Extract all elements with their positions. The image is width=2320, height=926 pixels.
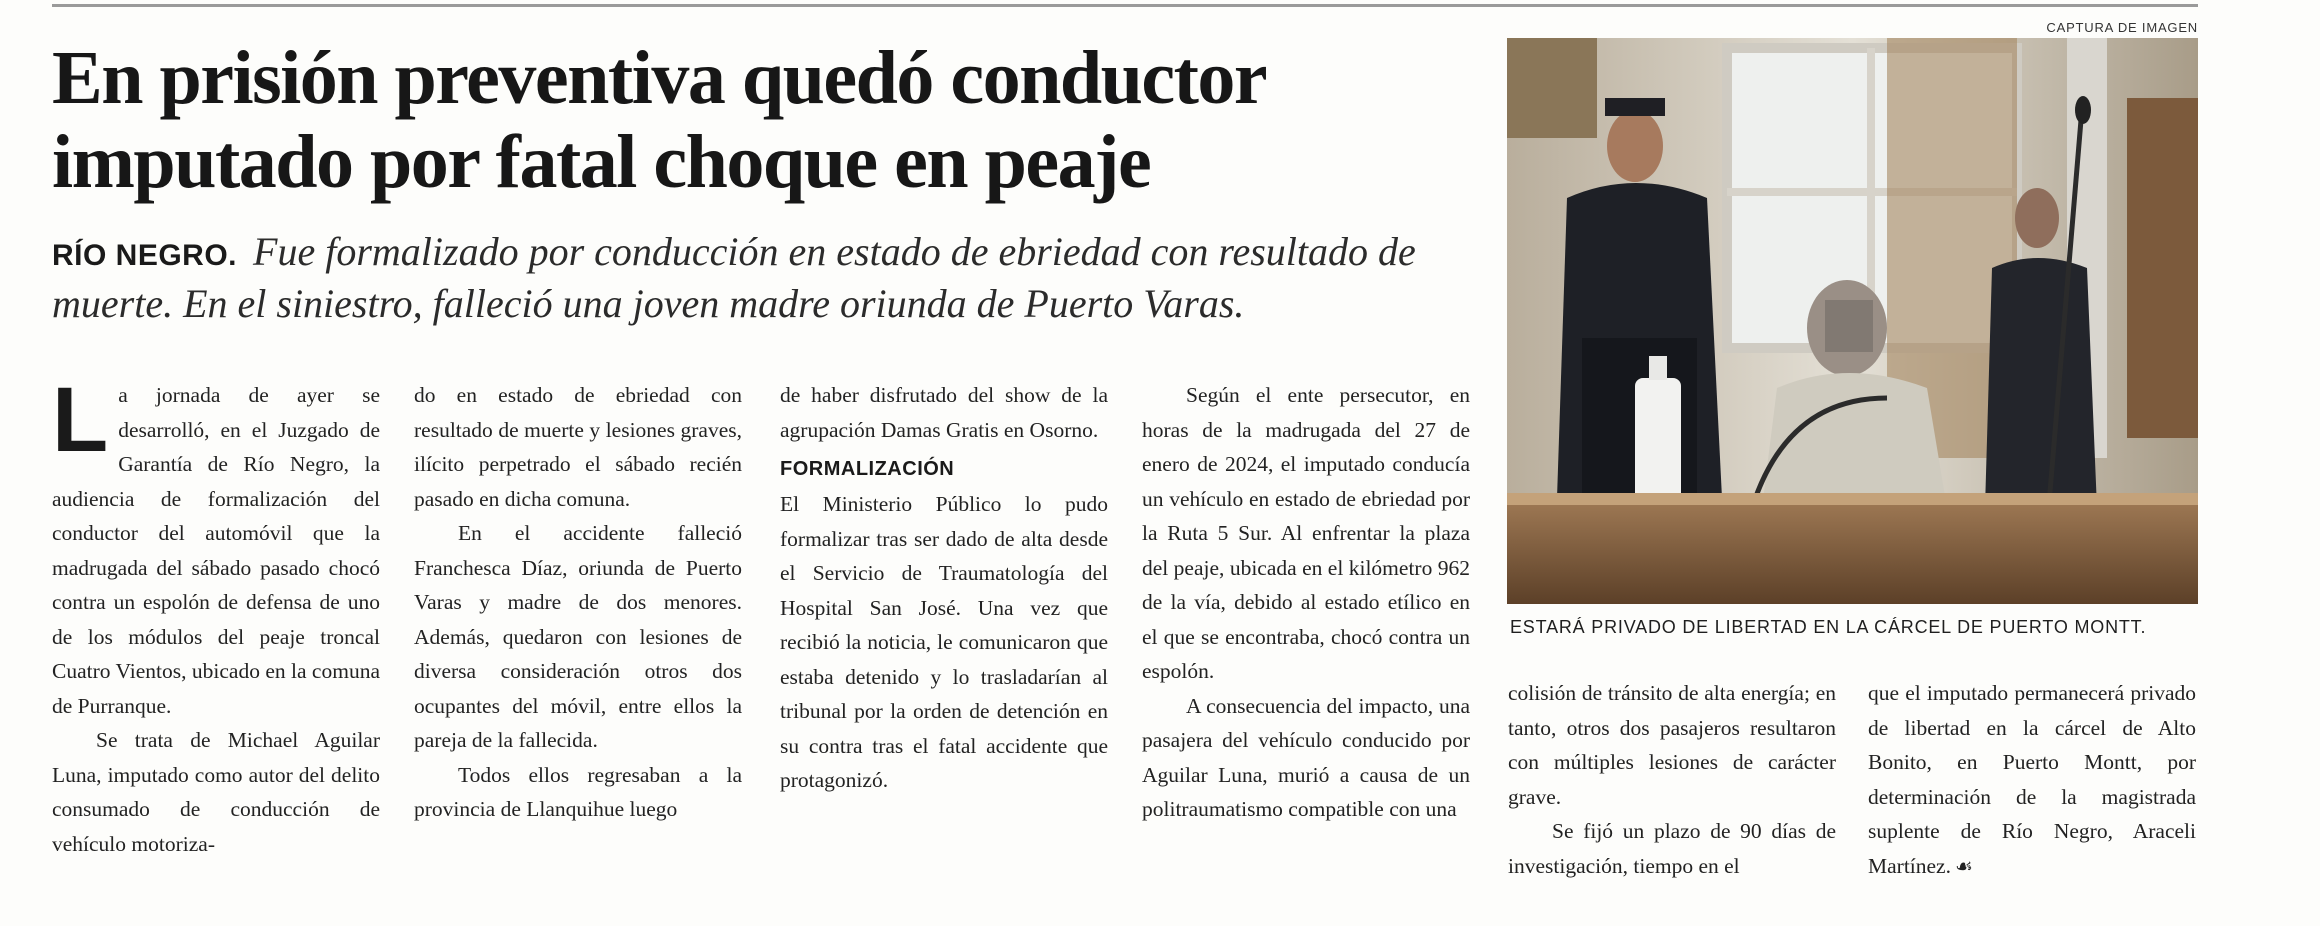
paragraph: Todos ellos regresaban a la provincia de Llanquihue luego	[414, 762, 742, 821]
dropcap: L	[52, 369, 109, 471]
photo-credit: CAPTURA DE IMAGEN	[2046, 20, 2198, 35]
paragraph-text: que el imputado permanecerá privado de libertad en la cárcel de Alto Bonito, en Puerto Montt, por determinación de la magistrada suplente de Río Negro, Araceli Martínez.	[1868, 681, 2196, 878]
paragraph: Según el ente persecutor, en horas de la madrugada del 27 de enero de 2024, el imputado conducía un vehículo en estado de ebriedad por la Ruta 5 Sur. Al enfrentar la plaza del peaje, ubicada en el kilómetro 962 de la vía, debido al estado etílico en el que se encontraba, chocó contra un espolón.	[1142, 383, 1470, 683]
subhead: FORMALIZACIÓN	[780, 458, 955, 480]
body-column-5	[1508, 676, 1836, 883]
paragraph-text: a jornada de ayer se desarrolló, en el Juzgado de Garantía de Río Negro, la audiencia de formalización del conductor del automóvil que la madrugada del sábado pasado chocó contra un espolón de defensa de uno de los módulos del peaje troncal Cuatro Vientos, ubicado en la comuna de Purranque.	[52, 383, 380, 718]
paragraph: A consecuencia del impacto, una pasajera del vehículo conducido por Aguilar Luna, murió a causa de un politraumatismo compatible con una	[1142, 693, 1470, 821]
body-column-6	[1868, 676, 2196, 884]
paragraph: de haber disfrutado del show de la agrupación Damas Gratis en Osorno.	[780, 383, 1108, 442]
body-column-4	[1142, 378, 1470, 827]
paragraph: Se trata de Michael Aguilar Luna, imputado como autor del delito consumado de conducción de vehículo motoriza-	[52, 728, 380, 856]
paragraph: Se fijó un plazo de 90 días de investigación, tiempo en el	[1508, 819, 1836, 878]
deck	[52, 228, 1482, 328]
photo-caption: ESTARÁ PRIVADO DE LIBERTAD EN LA CÁRCEL DE PUERTO MONTT.	[1510, 617, 2147, 637]
paragraph: do en estado de ebriedad con resultado de muerte y lesiones graves, ilícito perpetrado el sábado recién pasado en dicha comuna.	[414, 383, 742, 511]
body-column-3	[780, 378, 1108, 798]
top-rule	[52, 4, 2198, 7]
paragraph	[52, 369, 380, 723]
body-column-1	[52, 369, 380, 861]
headline: En prisión preventiva quedó conductor imputado por fatal choque en peaje	[52, 36, 1265, 204]
paragraph	[1868, 676, 2196, 884]
paragraph: El Ministerio Público lo pudo formalizar tras ser dado de alta desde el Servicio de Traumatología del Hospital San José. Una vez que recibió la noticia, le comunicaron que estaba detenido y lo trasladarían al tribunal por la orden de detención en su contra tras el fatal accidente que protagonizó.	[780, 492, 1108, 792]
courtroom-scene	[1507, 38, 2198, 604]
court-photo	[1507, 38, 2198, 604]
paragraph: colisión de tránsito de alta energía; en tanto, otros dos pasajeros resultaron con múltiples lesiones de carácter grave.	[1508, 681, 1836, 809]
end-mark-icon: ☙	[1954, 855, 1973, 878]
kicker: RÍO NEGRO.	[52, 239, 238, 272]
body-column-2	[414, 378, 742, 827]
paragraph: En el accidente falleció Franchesca Díaz, oriunda de Puerto Varas y madre de dos menores. Además, quedaron con lesiones de diversa consideración otros dos ocupantes del móvil, entre ellos la pareja de la fallecida.	[414, 521, 742, 752]
deck-text: Fue formalizado por conducción en estado de ebriedad con resultado de muerte. En el siniestro, falleció una joven madre oriunda de Puerto Varas.	[52, 229, 1416, 326]
